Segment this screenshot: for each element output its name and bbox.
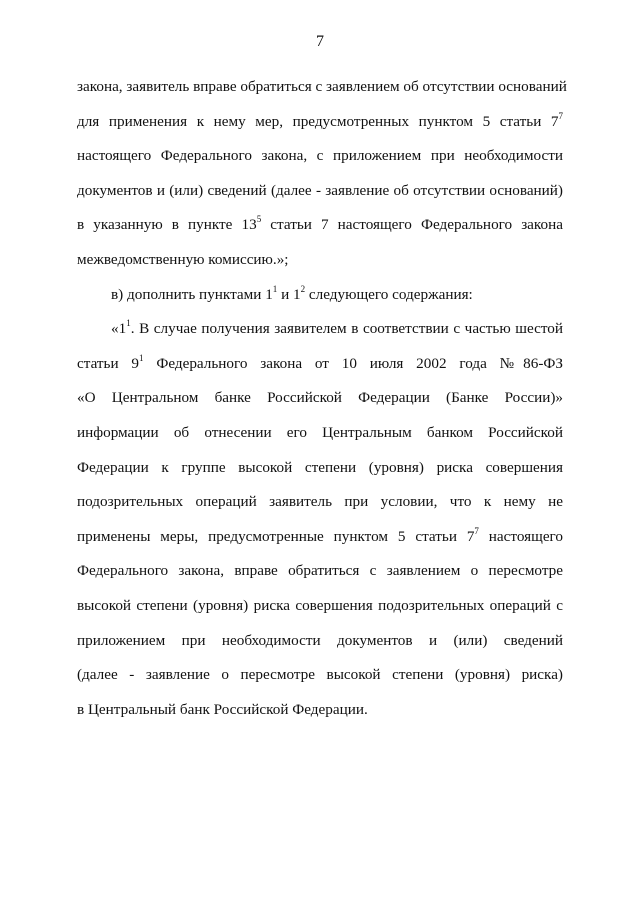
superscript: 1 [139, 352, 144, 363]
text-segment: информации об отнесении его Центральным банком Российской [77, 423, 563, 441]
document-body [77, 70, 567, 727]
text-segment: настоящего Федерального закона, с приложением при необходимости [77, 147, 563, 165]
text-segment: высокой степени (уровня) риска совершения подозрительных операций с [77, 596, 563, 614]
text-segment: следующего содержания: [305, 285, 473, 303]
text-segment: «1 [111, 320, 127, 338]
text-line [77, 70, 567, 105]
text-line [77, 312, 563, 347]
text-line [77, 381, 563, 416]
text-segment: Федерального закона от 10 июля 2002 года №86-ФЗ [143, 354, 564, 372]
page-number: 7 [316, 33, 324, 50]
text-segment: (далее - заявление о пересмотре высокой степени (уровня) риска) [77, 666, 563, 684]
text-segment: межведомственную комиссию.»; [77, 250, 289, 268]
text-line [77, 589, 563, 624]
text-line [77, 624, 563, 659]
text-segment: «О Центральном банке Российской Федерации (Банке России)» [77, 389, 563, 407]
text-line [77, 105, 563, 140]
text-segment: в) дополнить пунктами 1 [111, 285, 273, 303]
text-line [77, 243, 563, 278]
text-segment: Федерации к группе высокой степени (уровня) риска совершения [77, 458, 563, 476]
text-segment: статьи 7 настоящего Федерального закона [261, 216, 563, 234]
text-line [77, 693, 563, 728]
text-segment: статьи 9 [77, 354, 140, 372]
text-segment: закона, заявитель вправе обратиться с заявлением об отсутствии оснований [77, 78, 567, 95]
text-segment: подозрительных операций заявитель при условии, что к нему не [77, 493, 563, 511]
text-line [77, 278, 563, 313]
text-segment: документов и (или) сведений (далее - заявление об отсутствии оснований) [77, 181, 563, 199]
superscript: 2 [300, 283, 306, 294]
text-line [77, 520, 563, 555]
text-line [77, 208, 563, 243]
superscript: 5 [256, 214, 262, 225]
text-line [77, 485, 563, 520]
superscript: 7 [558, 110, 563, 121]
superscript: 1 [126, 318, 131, 329]
text-segment: для применения к нему мер, предусмотренных пунктом 5 статьи 7 [77, 112, 559, 130]
superscript: 1 [272, 283, 278, 294]
text-segment: Федерального закона, вправе обратиться с заявлением о пересмотре [77, 562, 563, 580]
text-segment: в Центральный банк Российской Федерации. [77, 700, 368, 718]
text-line [77, 139, 563, 174]
text-segment: применены меры, предусмотренные пунктом 5 статьи 7 [77, 527, 475, 545]
text-line [77, 347, 563, 382]
text-line [77, 658, 563, 693]
text-segment: . В случае получения заявителем в соответствии с частью шестой [130, 320, 563, 338]
text-segment: настоящего [478, 527, 564, 545]
text-line [77, 554, 563, 589]
text-segment: и 1 [277, 285, 301, 303]
text-line [77, 416, 563, 451]
text-line [77, 174, 563, 209]
text-line [77, 451, 563, 486]
superscript: 7 [474, 525, 479, 536]
text-segment: в указанную в пункте 13 [77, 216, 257, 234]
text-segment: приложением при необходимости документов и (или) сведений [77, 631, 563, 649]
